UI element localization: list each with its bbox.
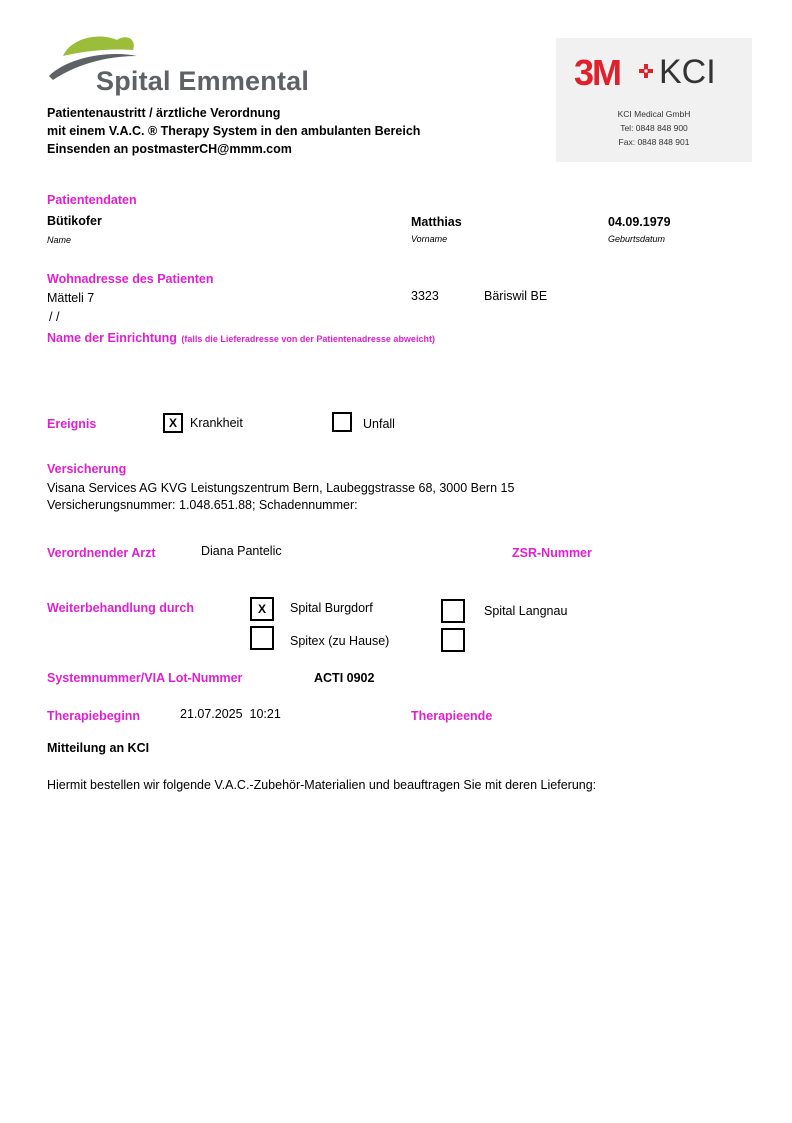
checkbox-other[interactable] [441,628,465,652]
therapy-end-label: Therapieende [411,709,493,723]
facility-label-row [47,329,435,347]
address-extra: / / [49,310,60,324]
checkbox-unfall[interactable] [332,412,352,432]
checkbox-unfall-label: Unfall [363,417,395,431]
doctor-label: Verordnender Arzt [47,546,156,560]
kci-tel: Tel: 0848 848 900 [620,123,688,133]
kci-company: KCI Medical GmbH [617,109,691,119]
address-section-label: Wohnadresse des Patienten [47,272,214,286]
zsr-label: ZSR-Nummer [512,546,592,560]
spital-emmental-logo [47,30,319,102]
insurance-label: Versicherung [47,462,127,476]
address-city: Bäriswil BE [484,289,548,303]
message-label: Mitteilung an KCI [47,741,150,755]
checkbox-spitex[interactable] [250,626,274,650]
first-name-caption: Vorname [411,234,448,244]
checkbox-krankheit-label: Krankheit [190,416,243,430]
checkbox-spitex-label: Spitex (zu Hause) [290,634,390,648]
message-text: Hiermit bestellen wir folgende V.A.C.-Zubehör-Materialien und beauftragen Sie mit deren Lieferung: [47,778,597,792]
therapy-start-value: 21.07.2025 10:21 [180,707,281,721]
facility-label: Name der Einrichtung [47,331,177,345]
system-label: Systemnummer/VIA Lot-Nummer [47,671,243,685]
therapy-start-label: Therapiebeginn [47,709,141,723]
form-title-line-1: Patientenaustritt / ärztliche Verordnung [47,106,281,120]
brand-name: Spital Emmental [96,66,310,96]
patient-birth-date: 04.09.1979 [608,215,671,229]
insurance-line-1: Visana Services AG KVG Leistungszentrum Bern, Laubeggstrasse 68, 3000 Bern 15 [47,481,515,495]
system-value: ACTI 0902 [314,671,375,685]
insurance-line-2: Versicherungsnummer: 1.048.651.88; Schadennummer: [47,498,358,512]
checkbox-spital-langnau[interactable] [441,599,465,623]
logo-3m-mark: 3M [574,52,621,93]
doctor-name: Diana Pantelic [201,544,282,558]
logo-kci-mark: KCI [659,53,716,91]
address-zip: 3323 [411,289,439,303]
patient-last-name: Bütikofer [47,214,102,228]
last-name-caption: Name [47,235,72,245]
plus-cross-icon [638,63,654,84]
kci-3m-logo [556,38,752,162]
patient-section-label: Patientendaten [47,193,137,207]
facility-note: (falls die Lieferadresse von der Patientenadresse abweicht) [181,334,435,344]
kci-fax: Fax: 0848 848 901 [618,137,690,147]
checkbox-spital-burgdorf-label: Spital Burgdorf [290,601,373,615]
form-title-line-2: mit einem V.A.C. ® Therapy System in den ambulanten Bereich [47,124,421,138]
birth-date-caption: Geburtsdatum [608,234,666,244]
patient-first-name: Matthias [411,215,462,229]
checkbox-spital-burgdorf[interactable]: X [250,597,274,621]
form-title-line-3: Einsenden an postmasterCH@mmm.com [47,142,292,156]
checkbox-spital-langnau-label: Spital Langnau [484,604,568,618]
followup-label: Weiterbehandlung durch [47,601,194,615]
address-street: Mätteli 7 [47,291,95,305]
event-label: Ereignis [47,417,97,431]
checkbox-krankheit[interactable]: X [163,413,183,433]
